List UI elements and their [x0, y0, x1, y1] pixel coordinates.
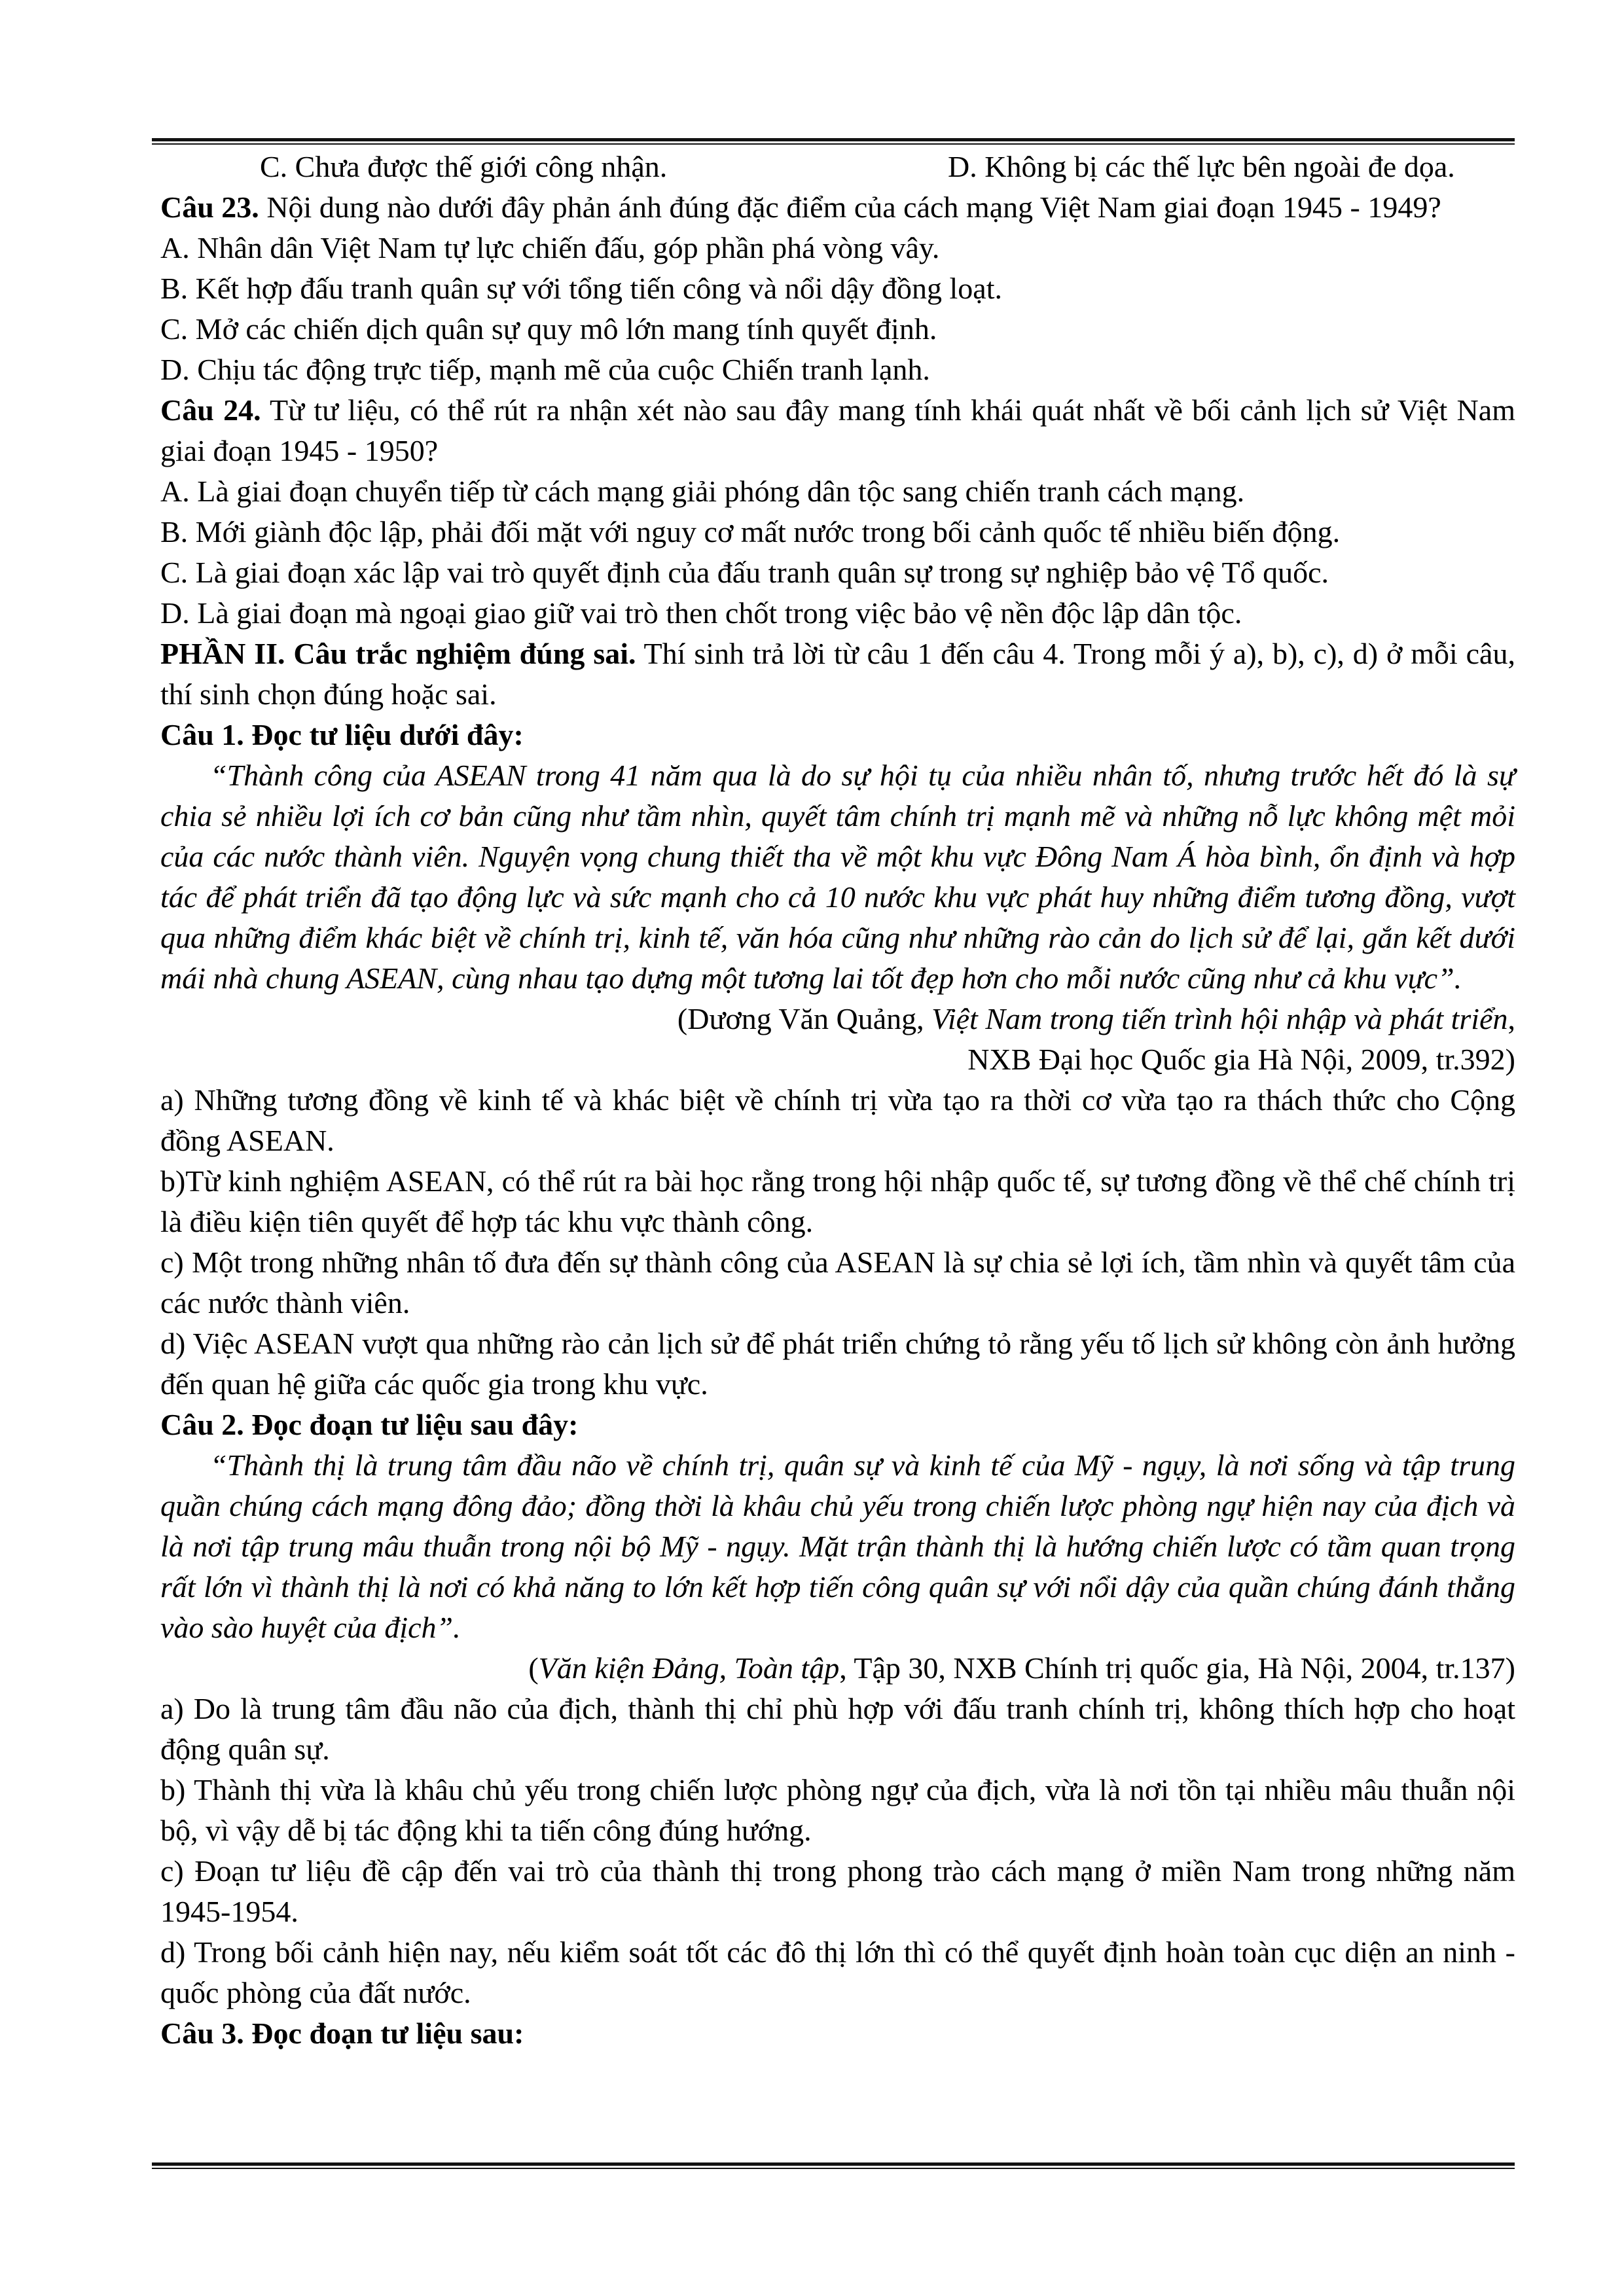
- part2-heading-bold: PHẦN II. Câu trắc nghiệm đúng sai.: [160, 637, 636, 670]
- question-24-option-a: A. Là giai đoạn chuyển tiếp từ cách mạng giải phóng dân tộc sang chiến tranh cách mạng.: [160, 475, 1245, 508]
- question-24-option-d: D. Là giai đoạn mà ngoại giao giữ vai trò then chốt trong việc bảo vệ nền độc lập dân tộc.: [160, 596, 1242, 630]
- question-1-quote: “Thành công của ASEAN trong 41 năm qua là do sự hội tụ của nhiều nhân tố, nhưng trước hết đó là sự chia sẻ nhiều lợi ích cơ bản cũng như tầm nhìn, quyết tâm chính trị mạnh mẽ và những nỗ lực không mệt mỏi của các nước thành viên. Nguyện vọng chung thiết tha về một khu vực Đông Nam Á hòa bình, ổn định và hợp tác để phát triển đã tạo động lực và sức mạnh cho cả 10 nước khu vực phát huy những điểm tương đồng, vượt qua những điểm khác biệt về chính trị, kinh tế, văn hóa cũng như những rào cản do lịch sử để lại, gắn kết dưới mái nhà chung ASEAN, cùng nhau tạo dựng một tương lai tốt đẹp hơn cho mỗi nước cũng như cả khu vực”.: [160, 759, 1515, 995]
- question-2-quote: “Thành thị là trung tâm đầu não về chính trị, quân sự và kinh tế của Mỹ - ngụy, là nơi sống và tập trung quần chúng cách mạng đông đảo; đồng thời là khâu chủ yếu trong chiến lược phòng ngự hiện nay của địch và là nơi tập trung mâu thuẫn trong nội bộ Mỹ - ngụy. Mặt trận thành thị là hướng chiến lược có tầm quan trọng rất lớn vì thành thị là nơi có khả năng to lớn kết hợp tiến công quân sự với nổi dậy của quần chúng đánh thẳng vào sào huyệt của địch”.: [160, 1448, 1515, 1644]
- question-24-text: Từ tư liệu, có thể rút ra nhận xét nào sau đây mang tính khái quát nhất về bối cảnh lịch sử Việt Nam giai đoạn 1945 - 1950?: [160, 393, 1515, 467]
- question-2-citation: [160, 1648, 1515, 1689]
- carryover-option-d: D. Không bị các thế lực bên ngoài đe dọa.: [948, 150, 1455, 183]
- citation-separator: ,: [1507, 1002, 1515, 1035]
- part2-heading-text: Thí sinh trả lời từ câu 1 đến câu 4. Trong mỗi ý a), b), c), d) ở mỗi câu, thí sinh chọn đúng hoặc sai.: [160, 637, 1515, 711]
- footer-rule: [152, 2162, 1515, 2166]
- question-24-option-b: B. Mới giành độc lập, phải đối mặt với nguy cơ mất nước trong bối cảnh quốc tế nhiều biến động.: [160, 515, 1341, 548]
- question-1-statement-a: a) Những tương đồng về kinh tế và khác biệt về chính trị vừa tạo ra thời cơ vừa tạo ra thách thức cho Cộng đồng ASEAN.: [160, 1083, 1515, 1157]
- question-23: [160, 187, 1515, 228]
- question-24: [160, 390, 1515, 471]
- question-2-statement-a: a) Do là trung tâm đầu não của địch, thành thị chỉ phù hợp với đấu tranh chính trị, không thích hợp cho hoạt động quân sự.: [160, 1692, 1515, 1766]
- question-2-statement-b: b) Thành thị vừa là khâu chủ yếu trong chiến lược phòng ngự của địch, vừa là nơi tồn tại nhiều mâu thuẫn nội bộ, vì vậy dễ bị tác động khi ta tiến công đúng hướng.: [160, 1773, 1515, 1847]
- part2-heading: [160, 634, 1515, 715]
- citation-author: (Dương Văn Quảng,: [677, 1002, 932, 1035]
- citation-publisher: , Tập 30, NXB Chính trị quốc gia, Hà Nội, 2004, tr.137): [839, 1651, 1515, 1685]
- question-23-option-a: A. Nhân dân Việt Nam tự lực chiến đấu, góp phần phá vòng vây.: [160, 231, 940, 264]
- question-23-option-d: D. Chịu tác động trực tiếp, mạnh mẽ của cuộc Chiến tranh lạnh.: [160, 353, 930, 386]
- carryover-options-row: [160, 147, 1515, 187]
- citation-open-paren: (: [528, 1651, 539, 1685]
- header-rule: [152, 138, 1515, 141]
- question-2-heading: Câu 2. Đọc đoạn tư liệu sau đây:: [160, 1408, 579, 1441]
- question-1-statement-c: c) Một trong những nhân tố đưa đến sự thành công của ASEAN là sự chia sẻ lợi ích, tầm nhìn và quyết tâm của các nước thành viên.: [160, 1246, 1515, 1319]
- citation-book-title: Việt Nam trong tiến trình hội nhập và phát triển: [931, 1002, 1508, 1035]
- question-24-option-c: C. Là giai đoạn xác lập vai trò quyết định của đấu tranh quân sự trong sự nghiệp bảo vệ Tổ quốc.: [160, 556, 1329, 589]
- carryover-option-c: C. Chưa được thế giới công nhận.: [260, 150, 668, 183]
- question-23-label: Câu 23.: [160, 190, 259, 224]
- question-1-heading: Câu 1. Đọc tư liệu dưới đây:: [160, 718, 524, 751]
- question-3-heading: Câu 3. Đọc đoạn tư liệu sau:: [160, 2017, 524, 2050]
- citation-document-title: Văn kiện Đảng, Toàn tập: [538, 1651, 840, 1685]
- question-23-option-c: C. Mở các chiến dịch quân sự quy mô lớn mang tính quyết định.: [160, 312, 937, 346]
- question-1-citation-line2: NXB Đại học Quốc gia Hà Nội, 2009, tr.392): [967, 1043, 1515, 1076]
- question-2-statement-c: c) Đoạn tư liệu đề cập đến vai trò của thành thị trong phong trào cách mạng ở miền Nam trong những năm 1945-1954.: [160, 1854, 1515, 1928]
- question-1-statement-b: b)Từ kinh nghiệm ASEAN, có thể rút ra bài học rằng trong hội nhập quốc tế, sự tương đồng về thể chế chính trị là điều kiện tiên quyết để hợp tác khu vực thành công.: [160, 1164, 1515, 1238]
- question-23-text: Nội dung nào dưới đây phản ánh đúng đặc điểm của cách mạng Việt Nam giai đoạn 1945 - 1949?: [259, 190, 1441, 224]
- question-24-label: Câu 24.: [160, 393, 261, 427]
- question-2-statement-d: d) Trong bối cảnh hiện nay, nếu kiểm soát tốt các đô thị lớn thì có thể quyết định hoàn toàn cục diện an ninh - quốc phòng của đất nước.: [160, 1935, 1515, 2009]
- question-23-option-b: B. Kết hợp đấu tranh quân sự với tổng tiến công và nổi dậy đồng loạt.: [160, 272, 1002, 305]
- exam-content: [160, 147, 1515, 2054]
- question-1-statement-d: d) Việc ASEAN vượt qua những rào cản lịch sử để phát triển chứng tỏ rằng yếu tố lịch sử không còn ảnh hưởng đến quan hệ giữa các quốc gia trong khu vực.: [160, 1327, 1515, 1401]
- question-1-citation-line1: [160, 999, 1515, 1039]
